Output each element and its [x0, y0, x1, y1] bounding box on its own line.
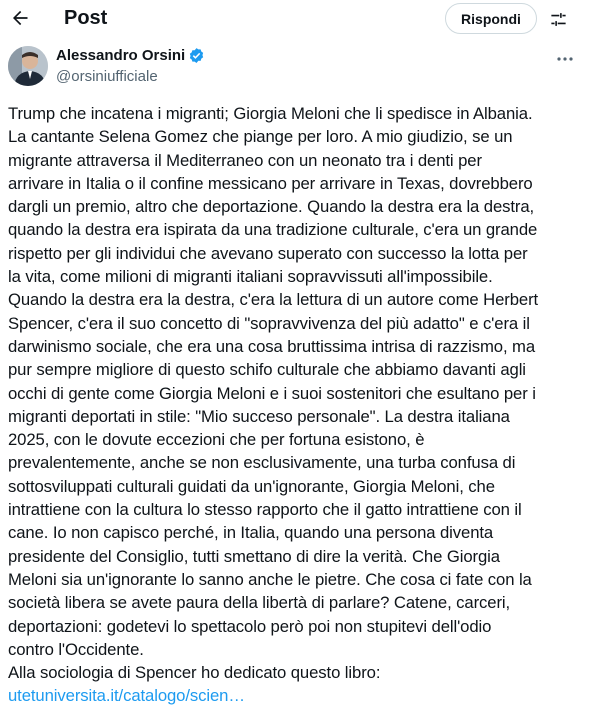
- post-header: [0, 0, 615, 38]
- post-text-line: intrattiene con la cultura lo stesso rapporto che il gatto intrattiene con il: [8, 500, 522, 520]
- post-text-line: sottosviluppati culturali guidati da un'ignorante, Giorgia Meloni, che: [8, 476, 495, 496]
- post-text-line: la vita, come milioni di migranti italiani sopravvissuti all'impossibile.: [8, 267, 493, 287]
- post-link[interactable]: utetuniversita.it/catalogo/scien…: [8, 686, 245, 706]
- post-text-line: Meloni sia un'ignorante lo sanno anche le pietre. Che cosa ci fate con la: [8, 569, 532, 589]
- avatar[interactable]: [8, 46, 48, 86]
- more-options-button[interactable]: [554, 52, 576, 66]
- post-text-line: 2025, con le dovute eccezioni che per fortuna esistono, è: [8, 430, 425, 450]
- post-text-line: pur sempre migliore di questo schifo culturale che abbiamo davanti agli: [8, 360, 526, 380]
- reply-button[interactable]: Rispondi: [445, 3, 537, 34]
- more-horizontal-icon: [557, 57, 573, 61]
- post-text-line: Spencer, c'era il suo concetto di "sopravvivenza del più adatto" e c'era il: [8, 313, 530, 333]
- post-text-line: prevalentemente, anche se non esclusivamente, una turba confusa di: [8, 453, 516, 473]
- author-name[interactable]: [56, 47, 205, 64]
- author-row: [0, 40, 615, 92]
- post-text-line: La cantante Selena Gomez che piange per loro. A mio giudizio, se un: [8, 127, 513, 147]
- post-text-line: società libera se avete paura della libertà di parlare? Catene, carceri,: [8, 593, 511, 613]
- post-text-line: contro l'Occidente.: [8, 639, 144, 659]
- post-text-line: quando la destra era ispirata da una tradizione culturale, c'era un grande: [8, 220, 538, 240]
- arrow-left-icon: [10, 8, 30, 28]
- post-text-line: deportazioni: godetevi lo spettacolo però poi non stupitevi dell'odio: [8, 616, 492, 636]
- post-text-line: darwinismo sociale, che era una cosa bruttissima intrisa di razzismo, ma: [8, 336, 536, 356]
- post-text-line: Alla sociologia di Spencer ho dedicato questo libro:: [8, 663, 381, 683]
- post-text-line: Trump che incatena i migranti; Giorgia Meloni che li spedisce in Albania.: [8, 104, 533, 123]
- post-text-line: dargli un premio, altro che deportazione. Quando la destra era la destra,: [8, 197, 535, 217]
- post-text-line: migranti deportati in stile: "Mio succeso personale". La destra italiana: [8, 406, 510, 426]
- post-text-line: rispetto per gli individui che avevano superato con successo la lotta per: [8, 243, 528, 263]
- post-text-line: arrivare in Italia o il confine messicano per arrivare in Texas, dovrebbero: [8, 173, 533, 193]
- back-button[interactable]: [4, 2, 36, 34]
- post-text-line: presidente del Consiglio, tutti smettano di dire la verità. Che Giorgia: [8, 546, 500, 566]
- verified-badge-icon: [188, 47, 205, 64]
- author-name-text: Alessandro Orsini: [56, 47, 186, 64]
- post-text: [8, 102, 588, 708]
- post-text-line: cane. Io non capisco perché, in Italia, quando una persona diventa: [8, 523, 494, 543]
- post-text-line: migrante attraversa il Mediterraneo con un neonato tra i denti per: [8, 150, 482, 170]
- post-link-line: [8, 684, 588, 707]
- page-title: Post: [64, 7, 108, 29]
- post-text-line: occhi di gente come Giorgia Meloni e i suoi sostenitori che esultano per i: [8, 383, 536, 403]
- post-text-line: Quando la destra era la destra, c'era la lettura di un autore come Herbert: [8, 290, 539, 310]
- author-handle[interactable]: @orsiniufficiale: [56, 68, 158, 85]
- filter-button[interactable]: [543, 4, 573, 34]
- sliders-icon: [549, 10, 568, 29]
